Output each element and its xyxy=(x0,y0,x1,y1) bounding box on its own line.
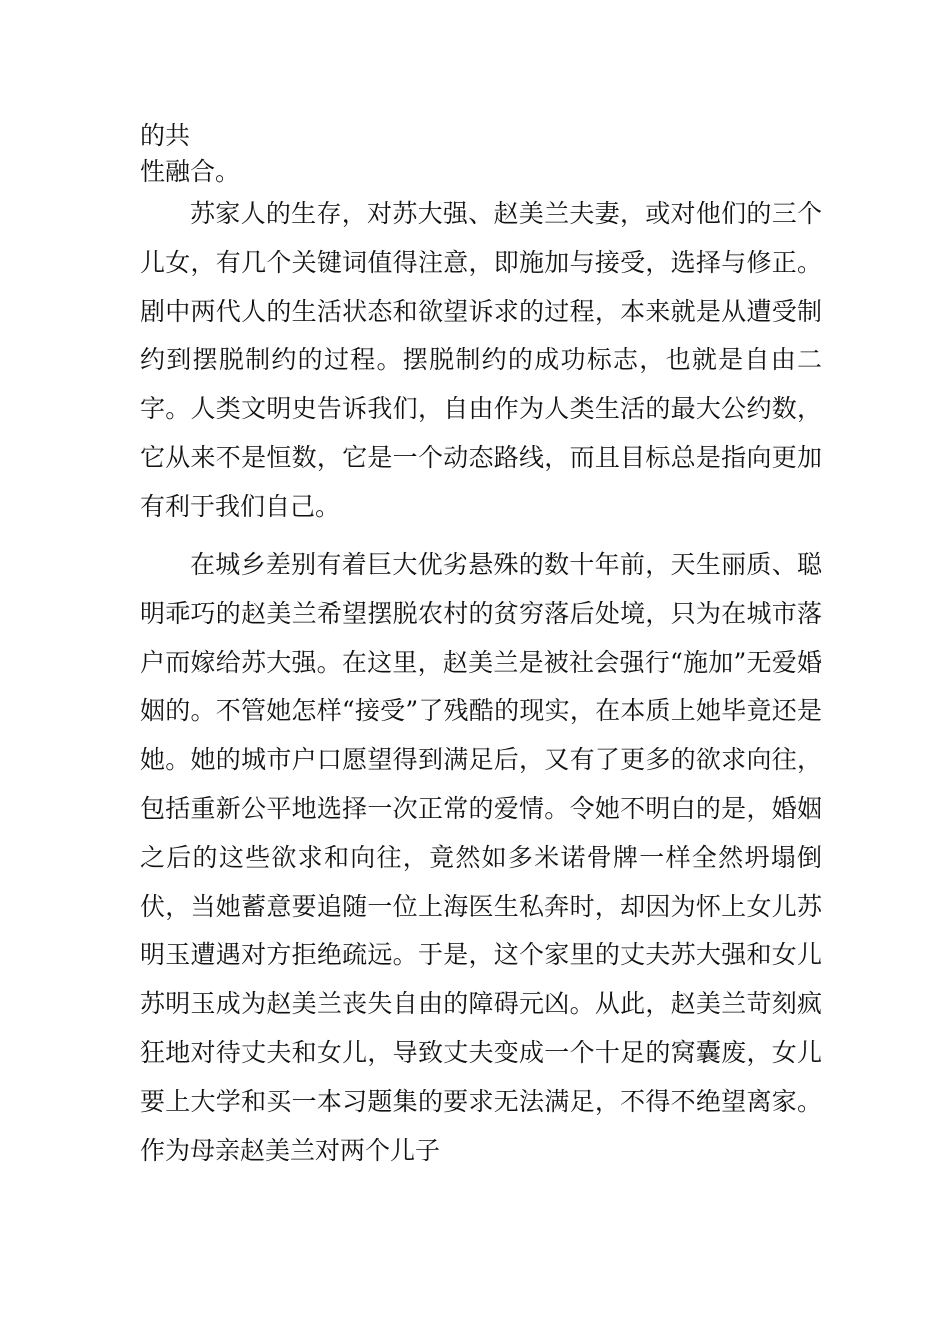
fragment-line-2: 性融合。 xyxy=(140,157,241,186)
paragraph-1: 苏家人的生存，对苏大强、赵美兰夫妻，或对他们的三个儿女，有几个关键词值得注意，即施加与接受，选择与修正。剧中两代人的生活状态和欲望诉求的过程，本来就是从遭受制约到摆脱制约的过程。摆脱制约的成功标志，也就是自由二字。人类文明史告诉我们，自由作为人类生活的最大公约数，它从来不是恒数，它是一个动态路线，而且目标总是指向更加有利于我们自己。 xyxy=(140,199,822,521)
paragraph-2: 在城乡差别有着巨大优劣悬殊的数十年前，天生丽质、聪明乖巧的赵美兰希望摆脱农村的贫穷落后处境，只为在城市落户而嫁给苏大强。在这里，赵美兰是被社会强行“施加”无爱婚姻的。不管她怎样“接受”了残酷的现实，在本质上她毕竟还是她。她的城市户口愿望得到满足后，又有了更多的欲求向往，包括重新公平地选择一次正常的爱情。令她不明白的是，婚姻之后的这些欲求和向往，竟然如多米诺骨牌一样全然坍塌倒伏，当她蓄意要追随一位上海医生私奔时，却因为怀上女儿苏明玉遭遇对方拒绝疏远。于是，这个家里的丈夫苏大强和女儿苏明玉成为赵美兰丧失自由的障碍元凶。从此，赵美兰苛刻疯狂地对待丈夫和女儿，导致丈夫变成一个十足的窝囊废，女儿要上大学和买一本习题集的要求无法满足，不得不绝望离家。作为母亲赵美兰对两个儿子 xyxy=(140,550,822,1165)
continued-fragment xyxy=(140,118,260,190)
fragment-line-1: 的共 xyxy=(140,121,191,150)
